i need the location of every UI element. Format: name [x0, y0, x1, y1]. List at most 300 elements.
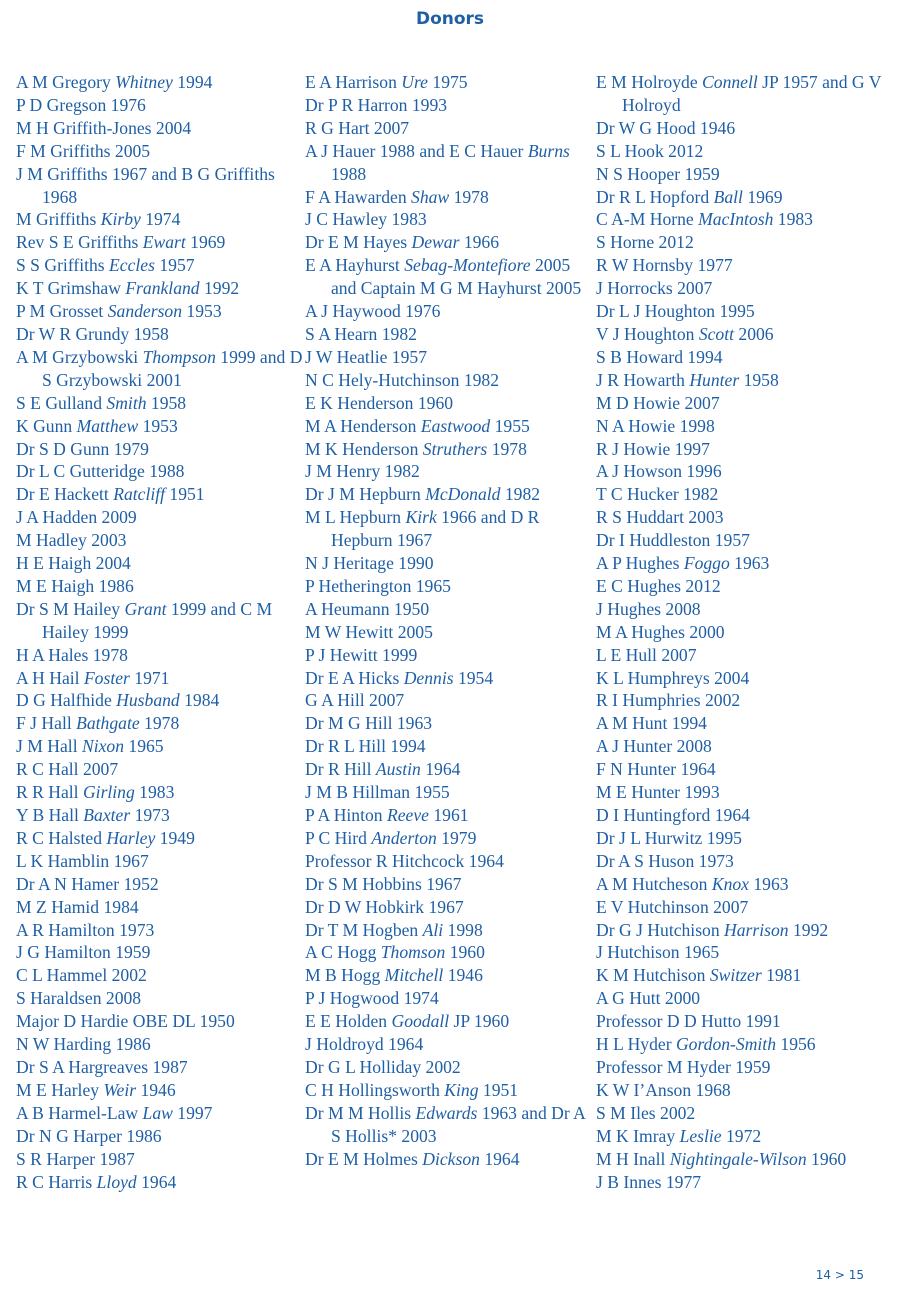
donor-entry [596, 254, 896, 277]
donor-text: S S Griffiths [16, 255, 110, 276]
donor-entry [596, 575, 896, 598]
donor-text: R W Hornsby 1977 [596, 255, 733, 276]
donor-text: C H Hollingsworth [305, 1079, 445, 1100]
donor-entry [16, 689, 306, 712]
donor-text: A M Hunt 1994 [596, 713, 707, 734]
donor-text: S E Gulland [16, 392, 107, 413]
donor-text: 1957 [154, 255, 195, 276]
donor-text: M W Hewitt 2005 [305, 621, 433, 642]
donor-text: 1960 [445, 942, 485, 963]
donor-entry [16, 460, 306, 483]
donor-text: F J Hall [16, 713, 77, 734]
donor-entry [305, 964, 595, 987]
donor-entry [596, 163, 896, 186]
donor-text: T C Hucker 1982 [596, 484, 719, 505]
donor-text: M Griffiths [16, 209, 101, 230]
donor-entry [305, 369, 595, 392]
donor-text: Dr E M Hayes [305, 232, 412, 253]
donor-former-name: Grant [124, 598, 167, 619]
donor-text: M D Howie 2007 [596, 392, 720, 413]
donor-entry [305, 598, 595, 621]
donor-text: Dr S D Gunn 1979 [16, 438, 149, 459]
donor-text: 1958 [739, 369, 779, 390]
donor-text: 1946 [136, 1079, 176, 1100]
donor-text: S A Hearn 1982 [305, 323, 417, 344]
donor-text: 1983 [134, 782, 175, 803]
donor-entry [16, 1102, 306, 1125]
donor-former-name: Bathgate [76, 713, 140, 734]
donor-entry [305, 506, 595, 552]
donor-text: 1960 [806, 1148, 847, 1169]
donor-entry [16, 598, 306, 644]
donor-text: K M Hutchison [596, 965, 710, 986]
donor-entry [596, 850, 896, 873]
donor-entry [16, 231, 306, 254]
donor-text: J M B Hillman 1955 [305, 782, 450, 803]
donor-text: Dr E M Holmes [305, 1148, 423, 1169]
donor-entry [596, 919, 896, 942]
donor-former-name: Kirk [405, 507, 437, 528]
donor-text: 1975 [428, 72, 468, 92]
donor-text: J G Hamilton 1959 [16, 942, 151, 963]
donor-entry [305, 804, 595, 827]
donor-entry [596, 140, 896, 163]
donor-text: Dr N G Harper 1986 [16, 1125, 162, 1146]
donor-column-1 [16, 71, 306, 1193]
donor-text: 1963 and Dr A S Hollis* 2003 [331, 1102, 585, 1146]
donor-text: A G Hutt 2000 [596, 988, 701, 1009]
donor-entry [305, 300, 595, 323]
donor-entry [16, 552, 306, 575]
donor-entry [596, 758, 896, 781]
donor-text: Professor D D Hutto 1991 [596, 1011, 781, 1032]
donor-text: E C Hughes 2012 [596, 575, 721, 596]
donor-text: 1964 [420, 759, 461, 780]
donor-text: R C Halsted [16, 827, 107, 848]
donor-entry [305, 231, 595, 254]
donor-entry [16, 575, 306, 598]
donor-text: Dr D W Hobkirk 1967 [305, 896, 464, 917]
donor-text: S B Howard 1994 [596, 346, 723, 367]
donor-text: Dr M G Hill 1963 [305, 713, 433, 734]
donor-text: 1982 [500, 484, 541, 505]
donor-entry [596, 598, 896, 621]
donor-text: 1958 [146, 392, 187, 413]
donor-entry [305, 621, 595, 644]
donor-text: M A Hughes 2000 [596, 621, 725, 642]
donor-entry [16, 529, 306, 552]
donor-text: 1988 [331, 163, 367, 184]
donor-entry [305, 460, 595, 483]
donor-entry [596, 667, 896, 690]
donor-entry [596, 689, 896, 712]
donor-text: J M Henry 1982 [305, 461, 420, 482]
donor-entry [16, 71, 306, 94]
donor-text: 1966 [459, 232, 500, 253]
donor-former-name: Harrison [724, 919, 789, 940]
donor-entry [596, 1010, 896, 1033]
donor-entry [16, 941, 306, 964]
donor-text: A H Hail [16, 667, 84, 688]
donor-text: 1992 [788, 919, 829, 940]
donor-entry [305, 896, 595, 919]
donor-text: P D Gregson 1976 [16, 94, 146, 115]
donor-text: S Haraldsen 2008 [16, 988, 142, 1009]
donor-text: 1963 [748, 873, 789, 894]
donor-entry [596, 1171, 896, 1194]
donor-text: J M Griffiths 1967 and B G Griffiths 1968 [16, 163, 275, 207]
donor-text: F N Hunter 1964 [596, 759, 716, 780]
donor-text: 1983 [773, 209, 813, 230]
donor-former-name: Baxter [83, 805, 131, 825]
donor-former-name: King [444, 1079, 479, 1100]
donor-entry [596, 117, 896, 140]
donor-text: M H Griffith-Jones 2004 [16, 117, 192, 138]
donor-former-name: Sanderson [107, 301, 183, 322]
donor-entry [305, 1033, 595, 1056]
donor-text: Dr M M Hollis [305, 1102, 416, 1123]
donor-text: N A Howie 1998 [596, 415, 715, 436]
donor-text: A J Haywood 1976 [305, 301, 441, 322]
donor-former-name: McDonald [425, 484, 501, 505]
donor-text: F M Griffiths 2005 [16, 140, 151, 161]
donor-entry [16, 712, 306, 735]
donor-entry [596, 346, 896, 369]
donor-text: JP 1957 and G V Holroyd [622, 72, 882, 115]
donor-text: 1966 and D R Hepburn 1967 [331, 507, 540, 551]
donor-former-name: Burns [527, 140, 570, 161]
donor-text: 2006 [734, 323, 774, 344]
donor-former-name: Gordon-Smith [675, 1034, 776, 1055]
donor-entry [305, 1102, 595, 1148]
donor-text: R C Hall 2007 [16, 759, 119, 780]
donor-former-name: Thomson [380, 942, 446, 963]
donor-entry [16, 140, 306, 163]
donor-former-name: Ewart [142, 232, 186, 253]
donor-entry [16, 758, 306, 781]
donor-entry [305, 1148, 595, 1171]
donor-text: Dr T M Hogben [305, 919, 423, 940]
donor-former-name: Foster [83, 667, 130, 688]
donor-entry [596, 552, 896, 575]
donor-text: D G Halfhide [16, 690, 117, 711]
donor-text: 1953 [182, 301, 222, 322]
donor-entry [16, 1056, 306, 1079]
donor-entry [596, 712, 896, 735]
donor-entry [305, 712, 595, 735]
donor-text: 1979 [436, 827, 477, 848]
donor-entry [596, 300, 896, 323]
donor-former-name: Ball [713, 186, 743, 207]
donor-former-name: Frankland [125, 278, 200, 299]
donor-former-name: Connell [702, 72, 758, 92]
donor-text: Dr A S Huson 1973 [596, 850, 734, 871]
donor-text: H A Hales 1978 [16, 644, 128, 665]
donor-entry [596, 323, 896, 346]
donor-former-name: MacIntosh [698, 209, 774, 230]
donor-former-name: Hunter [689, 369, 740, 390]
donor-entry [305, 987, 595, 1010]
donor-former-name: Law [142, 1102, 173, 1123]
donor-text: 1997 [172, 1102, 213, 1123]
donor-text: P C Hird [305, 827, 372, 848]
donor-text: K W I’Anson 1968 [596, 1079, 731, 1100]
donor-text: A P Hughes [596, 553, 684, 574]
donor-text: R G Hart 2007 [305, 117, 410, 138]
donor-entry [16, 850, 306, 873]
donor-text: L E Hull 2007 [596, 644, 697, 665]
donor-text: M E Haigh 1986 [16, 575, 134, 596]
donor-entry [305, 1010, 595, 1033]
donor-text: Dr I Huddleston 1957 [596, 530, 750, 551]
donor-text: 1953 [138, 415, 178, 436]
donor-entry [596, 1079, 896, 1102]
donor-text: S M Iles 2002 [596, 1102, 696, 1123]
donor-former-name: Whitney [115, 72, 173, 92]
donor-text: A J Hunter 2008 [596, 736, 712, 757]
donor-text: Dr L C Gutteridge 1988 [16, 461, 185, 482]
donor-text: Dr G L Holliday 2002 [305, 1056, 461, 1077]
donor-text: M K Henderson [305, 438, 423, 459]
donor-text: P J Hogwood 1974 [305, 988, 439, 1009]
donor-text: L K Hamblin 1967 [16, 850, 149, 871]
donor-entry [305, 552, 595, 575]
donor-entry [596, 804, 896, 827]
donor-former-name: Nightingale-Wilson [669, 1148, 807, 1169]
donor-entry [16, 117, 306, 140]
donor-entry [596, 483, 896, 506]
donor-entry [305, 254, 595, 300]
donor-text: Dr L J Houghton 1995 [596, 301, 755, 322]
donor-text: Dr J L Hurwitz 1995 [596, 827, 742, 848]
donor-text: Dr R L Hopford [596, 186, 714, 207]
donor-column-2 [305, 71, 595, 1171]
donor-column-3 [596, 71, 896, 1193]
donor-entry [305, 415, 595, 438]
donor-text: M Z Hamid 1984 [16, 896, 139, 917]
donor-text: 1969 [185, 232, 226, 253]
donor-entry [305, 735, 595, 758]
donor-text: Major D Hardie OBE DL 1950 [16, 1011, 235, 1032]
donor-former-name: Husband [116, 690, 180, 711]
donor-entry [305, 117, 595, 140]
donor-entry [305, 71, 595, 94]
donor-former-name: Goodall [391, 1011, 450, 1032]
donor-text: JP 1960 [449, 1011, 510, 1032]
donor-former-name: Struthers [422, 438, 488, 459]
donor-text: Dr S M Hailey [16, 598, 125, 619]
donor-text: 1971 [129, 667, 170, 688]
donor-text: P Hetherington 1965 [305, 575, 451, 596]
donor-entry [596, 1056, 896, 1079]
donor-entry [305, 941, 595, 964]
donor-text: N J Heritage 1990 [305, 553, 434, 574]
donor-text: 1973 [130, 805, 170, 825]
donor-text: 1951 [165, 484, 205, 505]
donor-entry [596, 277, 896, 300]
donor-text: J M Hall [16, 736, 82, 757]
donor-entry [16, 1125, 306, 1148]
donor-entry [596, 941, 896, 964]
donor-text: 1998 [443, 919, 483, 940]
donor-text: M E Hunter 1993 [596, 782, 720, 803]
donor-former-name: Shaw [411, 186, 450, 207]
donor-entry [16, 896, 306, 919]
donor-former-name: Girling [82, 782, 135, 803]
donor-former-name: Eastwood [420, 415, 491, 436]
donor-text: E K Henderson 1960 [305, 392, 454, 413]
donor-text: 1949 [155, 827, 195, 848]
donor-entry [596, 873, 896, 896]
donor-entry [596, 735, 896, 758]
donor-entry [16, 827, 306, 850]
donor-entry [596, 208, 896, 231]
donor-text: D I Huntingford 1964 [596, 805, 750, 825]
donor-text: E M Holroyde [596, 72, 703, 92]
donor-former-name: Harley [106, 827, 156, 848]
donor-entry [596, 1148, 896, 1171]
donor-entry [596, 415, 896, 438]
donor-text: A C Hogg [305, 942, 381, 963]
donor-text: 1999 and C M Hailey 1999 [42, 598, 273, 642]
donor-text: 1974 [140, 209, 181, 230]
donor-entry [16, 1148, 306, 1171]
donor-former-name: Switzer [709, 965, 762, 986]
donor-entry [305, 483, 595, 506]
donor-text: J Holdroyd 1964 [305, 1034, 424, 1055]
donor-entry [305, 873, 595, 896]
donor-entry [305, 919, 595, 942]
donor-entry [305, 346, 595, 369]
donor-former-name: Nixon [81, 736, 125, 757]
donor-entry [16, 506, 306, 529]
donor-text: Professor M Hyder 1959 [596, 1056, 771, 1077]
donor-entry [596, 460, 896, 483]
donor-former-name: Dickson [422, 1148, 480, 1169]
donor-entry [305, 186, 595, 209]
donor-entry [305, 758, 595, 781]
donor-entry [596, 529, 896, 552]
donor-text: 1964 [479, 1148, 520, 1169]
donor-text: A J Hauer 1988 and E C Hauer [305, 140, 528, 161]
donor-text: M B Hogg [305, 965, 385, 986]
donor-entry [16, 300, 306, 323]
donor-former-name: Reeve [386, 805, 429, 825]
donor-text: N C Hely-Hutchinson 1982 [305, 369, 500, 390]
donor-entry [596, 1102, 896, 1125]
donor-entry [305, 1056, 595, 1079]
donor-entry [16, 1171, 306, 1194]
donor-text: E A Hayhurst [305, 255, 405, 276]
donor-text: 1954 [453, 667, 494, 688]
donor-text: J Horrocks 2007 [596, 278, 713, 299]
donor-entry [16, 873, 306, 896]
donor-text: 1955 [490, 415, 530, 436]
donor-former-name: Scott [698, 323, 734, 344]
donor-text: S L Hook 2012 [596, 140, 704, 161]
donor-former-name: Leslie [679, 1125, 722, 1146]
donor-text: E E Holden [305, 1011, 392, 1032]
donor-entry [305, 575, 595, 598]
donor-former-name: Ratcliff [113, 484, 166, 505]
donor-entry [596, 506, 896, 529]
donor-entry [305, 94, 595, 117]
donor-entry [16, 644, 306, 667]
donor-text: A M Hutcheson [596, 873, 712, 894]
donor-text: H E Haigh 2004 [16, 553, 131, 574]
donor-text: 1972 [721, 1125, 762, 1146]
donor-text: V J Houghton [596, 323, 699, 344]
donor-text: J R Howarth [596, 369, 690, 390]
donor-entry [596, 644, 896, 667]
donor-entry [16, 94, 306, 117]
donor-entry [596, 186, 896, 209]
donor-text: Professor R Hitchcock 1964 [305, 850, 504, 871]
donor-text: H L Hyder [596, 1034, 676, 1055]
donor-text: 1963 [729, 553, 770, 574]
donor-entry [16, 483, 306, 506]
donor-text: M L Hepburn [305, 507, 406, 528]
donor-former-name: Dennis [403, 667, 454, 688]
donor-entry [596, 369, 896, 392]
donor-text: S R Harper 1987 [16, 1148, 135, 1169]
donor-entry [305, 208, 595, 231]
donor-former-name: Mitchell [384, 965, 444, 986]
donor-text: Dr W G Hood 1946 [596, 117, 736, 138]
donor-text: 1956 [776, 1034, 816, 1055]
donor-former-name: Sebag-Montefiore [404, 255, 531, 276]
donor-text: J B Innes 1977 [596, 1171, 702, 1192]
donor-entry [596, 71, 896, 117]
donor-text: R C Harris [16, 1171, 97, 1192]
donor-text: M E Harley [16, 1079, 104, 1100]
donor-text: Dr W R Grundy 1958 [16, 323, 169, 344]
donor-entry [16, 781, 306, 804]
donor-text: G A Hill 2007 [305, 690, 405, 711]
donor-text: M A Henderson [305, 415, 421, 436]
donor-text: A M Gregory [16, 72, 116, 92]
donor-text: F A Hawarden [305, 186, 412, 207]
donor-text: S Horne 2012 [596, 232, 694, 253]
donor-text: 1981 [761, 965, 802, 986]
donor-text: A J Howson 1996 [596, 461, 722, 482]
donor-text: Dr R Hill [305, 759, 376, 780]
donor-entry [16, 346, 306, 392]
donor-entry [305, 392, 595, 415]
donor-text: 1978 [449, 186, 489, 207]
donor-entry [596, 964, 896, 987]
donor-text: 1964 [136, 1171, 177, 1192]
page-title: Donors [415, 9, 485, 29]
donor-former-name: Ure [401, 72, 428, 92]
donor-entry [16, 163, 306, 209]
donor-text: 1999 and D S Grzybowski 2001 [42, 346, 303, 390]
donor-text: 1961 [428, 805, 469, 825]
donor-entry [305, 689, 595, 712]
donor-text: P J Hewitt 1999 [305, 644, 418, 665]
donor-entry [16, 964, 306, 987]
donor-text: R J Howie 1997 [596, 438, 710, 459]
donor-entry [16, 735, 306, 758]
donor-entry [16, 415, 306, 438]
donor-former-name: Dewar [411, 232, 460, 253]
donor-text: 1946 [443, 965, 483, 986]
donor-text: R S Huddart 2003 [596, 507, 724, 528]
donor-former-name: Ali [422, 919, 444, 940]
donor-entry [16, 1079, 306, 1102]
donor-former-name: Matthew [76, 415, 139, 436]
donor-text: K T Grimshaw [16, 278, 126, 299]
